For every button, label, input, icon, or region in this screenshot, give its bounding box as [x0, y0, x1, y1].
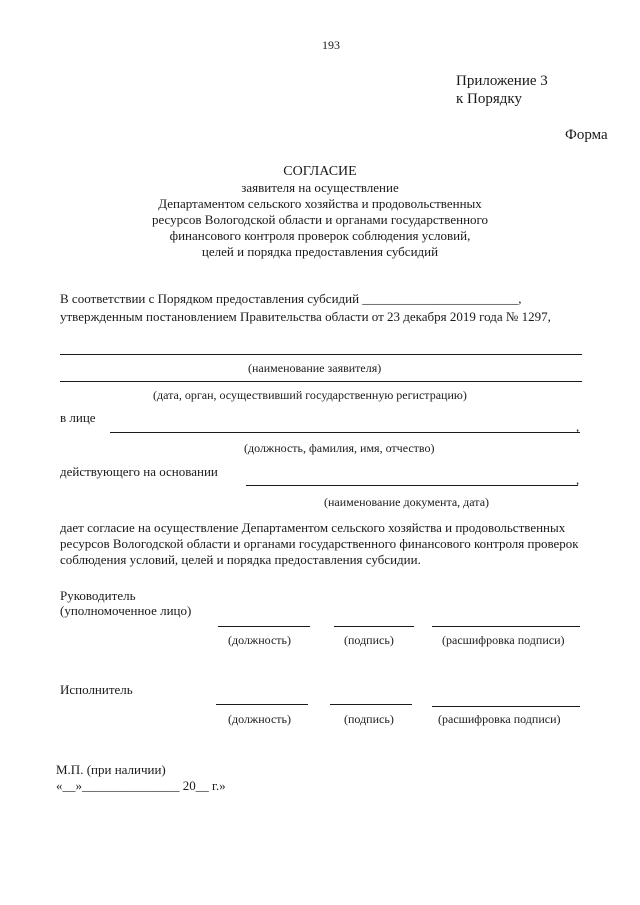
title-line: заявителя на осуществление	[241, 180, 399, 195]
executor-signature-line	[330, 704, 412, 705]
stamp-label: М.П. (при наличии)	[56, 762, 166, 777]
title-line: финансового контроля проверок соблюдения условий,	[169, 228, 471, 243]
consent-text-line: ресурсов Вологодской области и органами государственного финансового контроля проверок	[60, 536, 579, 551]
title-heading: СОГЛАСИЕ	[283, 164, 357, 179]
executor-position-line	[216, 704, 308, 705]
consent-text-line: соблюдения условий, целей и порядка предоставления субсидии.	[60, 552, 421, 567]
appendix-line-1: Приложение 3	[456, 73, 548, 89]
head-position-line	[218, 626, 310, 627]
consent-text-line: дает согласие на осуществление Департаментом сельского хозяйства и продовольственных	[60, 520, 566, 535]
title-block	[100, 163, 540, 260]
basis-label: действующего на основании	[60, 464, 218, 479]
intro-line-1: В соответствии с Порядком предоставления субсидий ________________________,	[60, 291, 522, 306]
applicant-name-line	[60, 354, 582, 355]
head-label-sub: (уполномоченное лицо)	[60, 603, 192, 618]
head-signature-line	[334, 626, 414, 627]
head-decode-line	[432, 626, 580, 627]
comma: ,	[576, 472, 580, 487]
page-number: 193	[322, 38, 340, 52]
executor-signature-caption: (подпись)	[344, 712, 394, 726]
title-line: ресурсов Вологодской области и органами государственного	[151, 212, 489, 227]
applicant-name-caption: (наименование заявителя)	[248, 361, 382, 375]
head-position-caption: (должность)	[228, 633, 291, 647]
title-line: Департаментом сельского хозяйства и продовольственных	[158, 196, 482, 211]
document-name-caption: (наименование документа, дата)	[324, 495, 490, 509]
head-signature-caption: (подпись)	[344, 633, 394, 647]
title-line: целей и порядка предоставления субсидий	[201, 244, 439, 259]
in-person-line	[110, 432, 580, 433]
executor-label: Исполнитель	[60, 682, 133, 697]
executor-position-caption: (должность)	[228, 712, 291, 726]
executor-decode-caption: (расшифровка подписи)	[438, 712, 561, 726]
head-label: Руководитель	[60, 588, 136, 603]
head-decode-caption: (расшифровка подписи)	[442, 633, 565, 647]
basis-line	[246, 485, 578, 486]
in-person-label: в лице	[60, 410, 96, 425]
date-line: «__»_______________ 20__ г.»	[56, 778, 226, 793]
position-name-caption: (должность, фамилия, имя, отчество)	[244, 441, 435, 455]
registration-caption: (дата, орган, осуществивший государственную регистрацию)	[153, 388, 467, 402]
comma: ,	[576, 419, 580, 434]
form-label: Форма	[565, 127, 608, 143]
intro-line-2: утвержденным постановлением Правительства области от 23 декабря 2019 года № 1297,	[60, 309, 551, 324]
registration-line	[60, 381, 582, 382]
appendix-line-2: к Порядку	[456, 91, 522, 107]
executor-decode-line	[432, 706, 580, 707]
